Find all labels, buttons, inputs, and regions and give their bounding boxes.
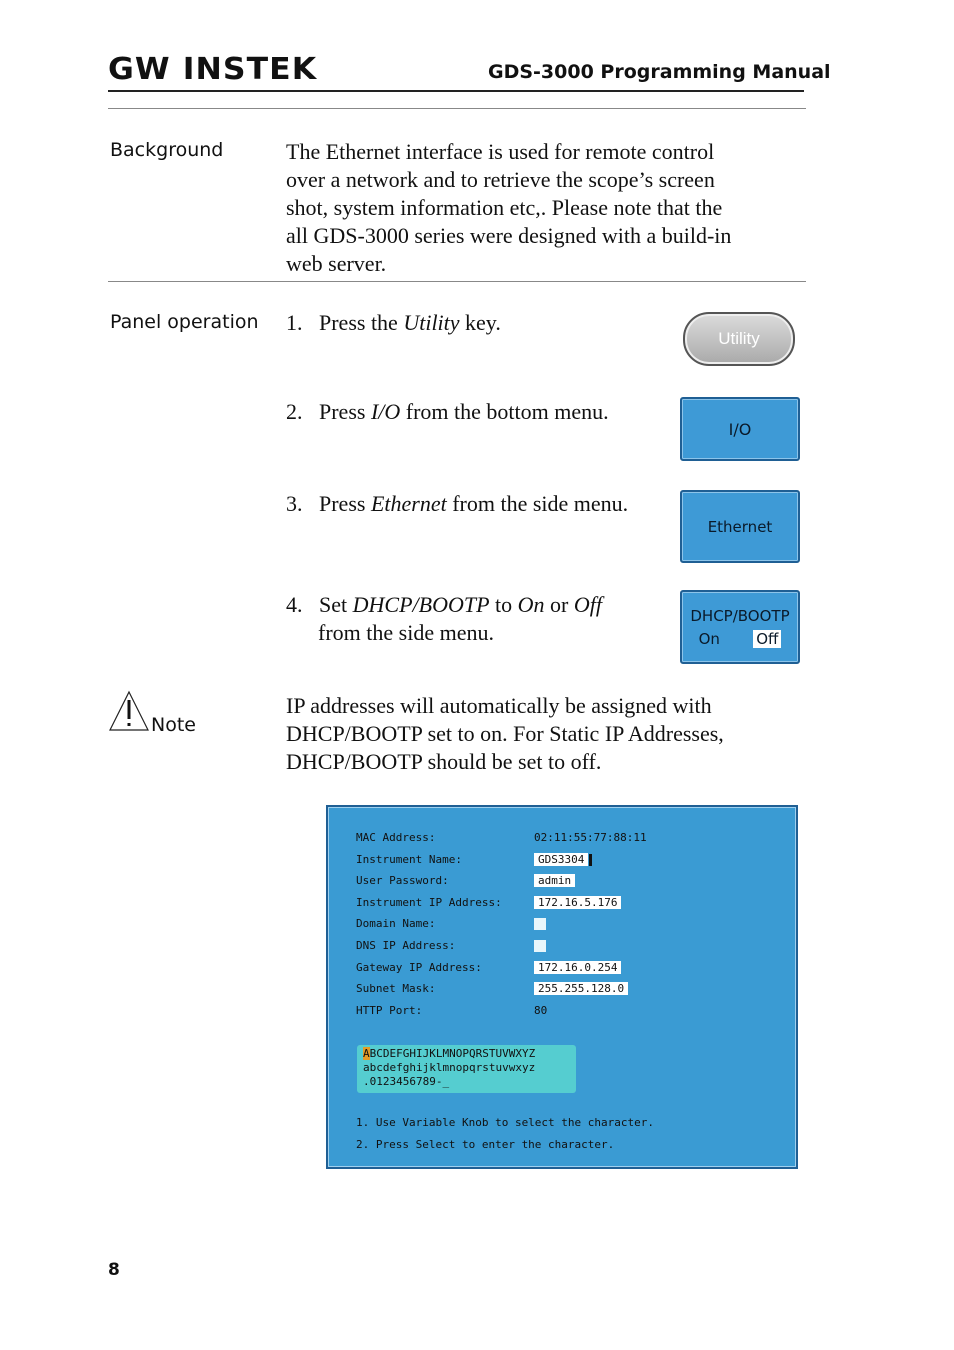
- background-line: over a network and to retrieve the scope’s screen: [286, 167, 715, 192]
- note-line: DHCP/BOOTP set to on. For Static IP Addresses,: [286, 721, 724, 746]
- step-text: to: [489, 592, 518, 617]
- ethernet-menu-button[interactable]: Ethernet: [680, 490, 800, 563]
- step-text: Press: [319, 491, 371, 516]
- header-rule: [108, 90, 804, 92]
- step-text: Set: [319, 592, 353, 617]
- utility-key-button[interactable]: Utility: [683, 312, 795, 366]
- step-number: 1.: [286, 310, 303, 335]
- step-number: 3.: [286, 491, 303, 516]
- background-line: shot, system information etc,. Please note that the: [286, 195, 723, 220]
- subnet-mask-field[interactable]: [534, 982, 628, 995]
- step-4: [286, 591, 602, 647]
- step-number: 4.: [286, 592, 303, 617]
- page-number: 8: [108, 1260, 120, 1280]
- step-text: key.: [459, 310, 501, 335]
- note-text: [286, 692, 806, 776]
- dhcp-options: [682, 630, 798, 648]
- manual-title: GDS-3000 Programming Manual: [488, 61, 831, 83]
- step-text: or: [544, 592, 574, 617]
- background-line: The Ethernet interface is used for remote control: [286, 139, 715, 164]
- subnet-mask-value: 255.255.128.0: [534, 982, 628, 995]
- background-label: Background: [110, 139, 224, 161]
- background-text: [286, 138, 806, 278]
- step-text: from the side menu.: [318, 620, 494, 645]
- step-text: from the side menu.: [446, 491, 629, 516]
- brand-logo: GW INSTEK: [108, 52, 318, 87]
- step-2: [286, 398, 609, 426]
- charset-lowercase: abcdefghijklmnopqrstuvwxyz: [363, 1061, 536, 1074]
- note-line: DHCP/BOOTP should be set to off.: [286, 749, 602, 774]
- setting-label: DNS IP Address:: [356, 939, 456, 952]
- user-password-value: admin: [534, 874, 575, 887]
- step-emphasis: Utility: [403, 310, 460, 335]
- background-line: all GDS-3000 series were designed with a build-in: [286, 223, 732, 248]
- selected-character: A: [363, 1047, 370, 1060]
- charset-uppercase: ABCDEFGHIJKLMNOPQRSTUVWXYZ: [363, 1047, 536, 1060]
- setting-label: Instrument Name:: [356, 853, 462, 866]
- user-password-field[interactable]: [534, 874, 575, 887]
- dhcp-bootp-toggle[interactable]: [680, 590, 800, 664]
- instrument-name-field[interactable]: [534, 853, 592, 866]
- section-divider: [108, 281, 806, 282]
- step-text: Press: [319, 399, 371, 424]
- note-line: IP addresses will automatically be assigned with: [286, 693, 712, 718]
- warning-icon: [108, 690, 150, 732]
- dns-address-field[interactable]: [534, 939, 546, 952]
- setting-label: User Password:: [356, 874, 449, 887]
- step-emphasis: DHCP/BOOTP: [352, 592, 490, 617]
- http-port-value: 80: [534, 1004, 548, 1017]
- note-label: Note: [151, 714, 196, 736]
- step-1: [286, 309, 501, 337]
- instruction-line: 1. Use Variable Knob to select the character.: [356, 1116, 655, 1129]
- instrument-name-value: GDS3304: [534, 853, 588, 866]
- instruction-line: 2. Press Select to enter the character.: [356, 1138, 615, 1151]
- setting-label: Domain Name:: [356, 917, 436, 930]
- ethernet-settings-screen: [326, 805, 798, 1169]
- step-emphasis: I/O: [370, 399, 401, 424]
- io-menu-button[interactable]: I/O: [680, 397, 800, 461]
- setting-label: HTTP Port:: [356, 1004, 423, 1017]
- mac-address-value: 02:11:55:77:88:11: [534, 831, 647, 844]
- section-divider-top: [108, 108, 806, 109]
- step-text: from the bottom menu.: [400, 399, 609, 424]
- step-emphasis: Off: [573, 592, 602, 617]
- step-number: 2.: [286, 399, 303, 424]
- setting-label: Gateway IP Address:: [356, 961, 482, 974]
- ip-address-field[interactable]: [534, 896, 621, 909]
- background-line: web server.: [286, 251, 387, 276]
- gateway-field[interactable]: [534, 961, 621, 974]
- step-emphasis: Ethernet: [370, 491, 447, 516]
- character-picker[interactable]: [357, 1045, 576, 1093]
- setting-label: MAC Address:: [356, 831, 436, 844]
- setting-label: Instrument IP Address:: [356, 896, 502, 909]
- dhcp-on-option[interactable]: On: [698, 629, 720, 648]
- gateway-value: 172.16.0.254: [534, 961, 621, 974]
- step-emphasis: On: [517, 592, 545, 617]
- step-text: Press the: [319, 310, 404, 335]
- domain-name-field[interactable]: [534, 917, 546, 930]
- panel-operation-label: Panel operation: [110, 311, 259, 333]
- dhcp-bootp-title: DHCP/BOOTP: [690, 606, 790, 625]
- charset-digits: .0123456789-_: [363, 1075, 450, 1088]
- step-3: [286, 490, 628, 518]
- ip-address-value: 172.16.5.176: [534, 896, 621, 909]
- setting-label: Subnet Mask:: [356, 982, 436, 995]
- text-cursor: [589, 854, 592, 866]
- dhcp-off-option[interactable]: Off: [753, 630, 781, 648]
